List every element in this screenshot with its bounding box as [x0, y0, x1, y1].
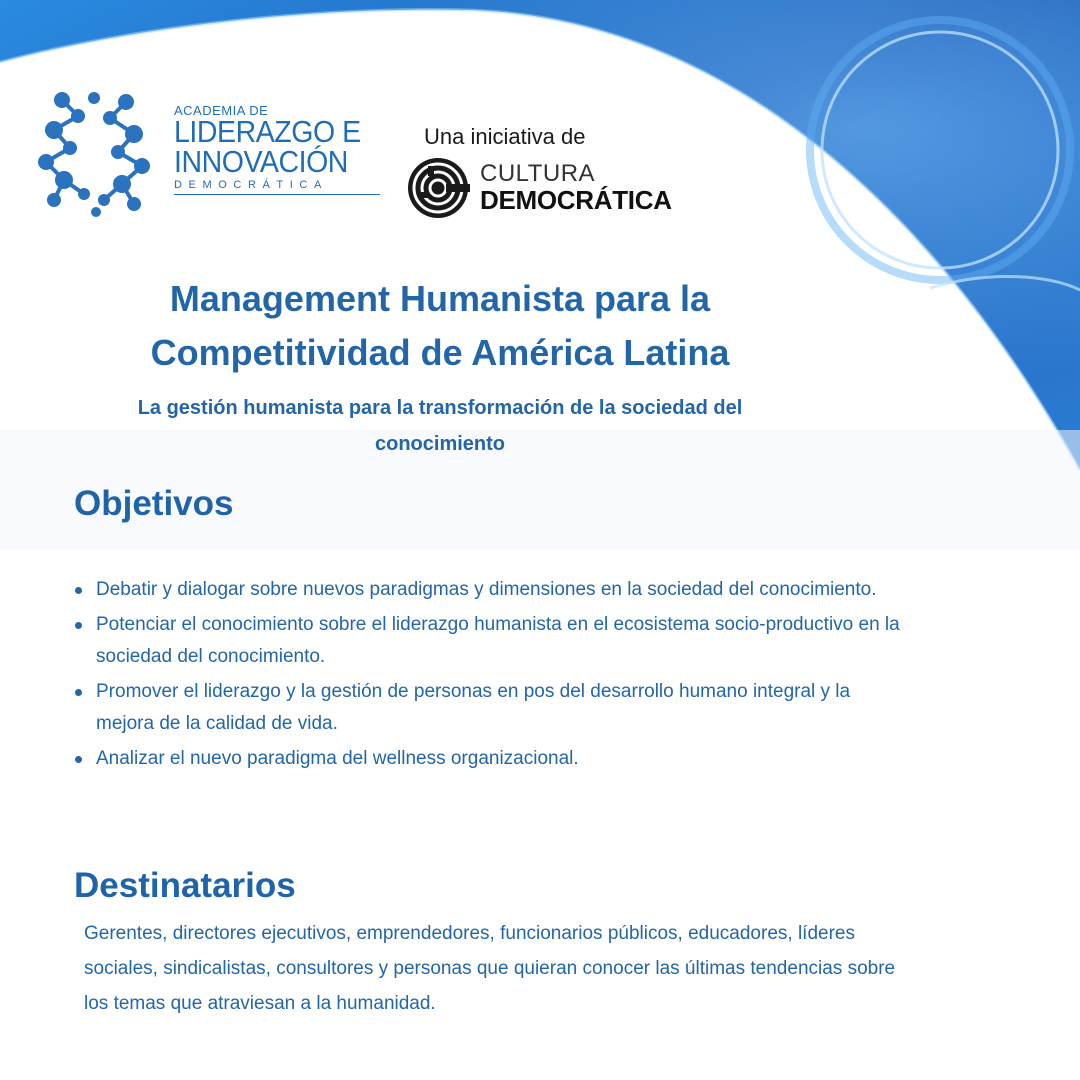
cultura-democratica-maze-icon [406, 156, 470, 220]
partner-name-bottom: DEMOCRÁTICA [480, 185, 672, 215]
logo-underline [174, 194, 380, 195]
network-brain-logo-icon [34, 90, 158, 220]
list-item: Debatir y dialogar sobre nuevos paradigmas y dimensiones en la sociedad del conocimiento. [74, 574, 904, 607]
title-line-2: Competitividad de América Latina [150, 332, 730, 373]
list-item: Potenciar el conocimiento sobre el liderazgo humanista en el ecosistema socio-productivo en la sociedad del conocimiento. [74, 609, 904, 674]
page-title [60, 272, 820, 380]
title-line-1: Management Humanista para la [169, 278, 711, 319]
audience-heading: Destinatarios [74, 866, 296, 905]
subtitle-line-2: conocimiento [374, 433, 505, 455]
objectives-heading: Objetivos [74, 484, 234, 523]
objectives-list [74, 574, 904, 777]
logo-line-1: LIDERAZGO E [174, 114, 361, 149]
audience-text: Gerentes, directores ejecutivos, emprendedores, funcionarios públicos, educadores, líderes sociales, sindicalistas, consultores y personas que quieran conocer las últimas tendencias sobre los temas que atraviesan a la humanidad. [84, 923, 896, 1014]
initiative-label: Una iniciativa de [424, 124, 586, 149]
subtitle-line-1: La gestión humanista para la transformación de la sociedad del [137, 397, 743, 419]
academy-logo [22, 80, 388, 230]
list-item: Analizar el nuevo paradigma del wellness organizacional. [74, 743, 904, 776]
logo-small-line: ACADEMIA DE [174, 103, 269, 118]
page-subtitle [40, 390, 840, 462]
partner-name-top: CULTURA [480, 160, 596, 187]
list-item: Promover el liderazgo y la gestión de personas en pos del desarrollo humano integral y la mejora de la calidad de vida. [74, 676, 904, 741]
logo-line-2: INNOVACIÓN [174, 144, 348, 179]
logo-spaced-line: DEMOCRÁTICA [174, 179, 328, 191]
